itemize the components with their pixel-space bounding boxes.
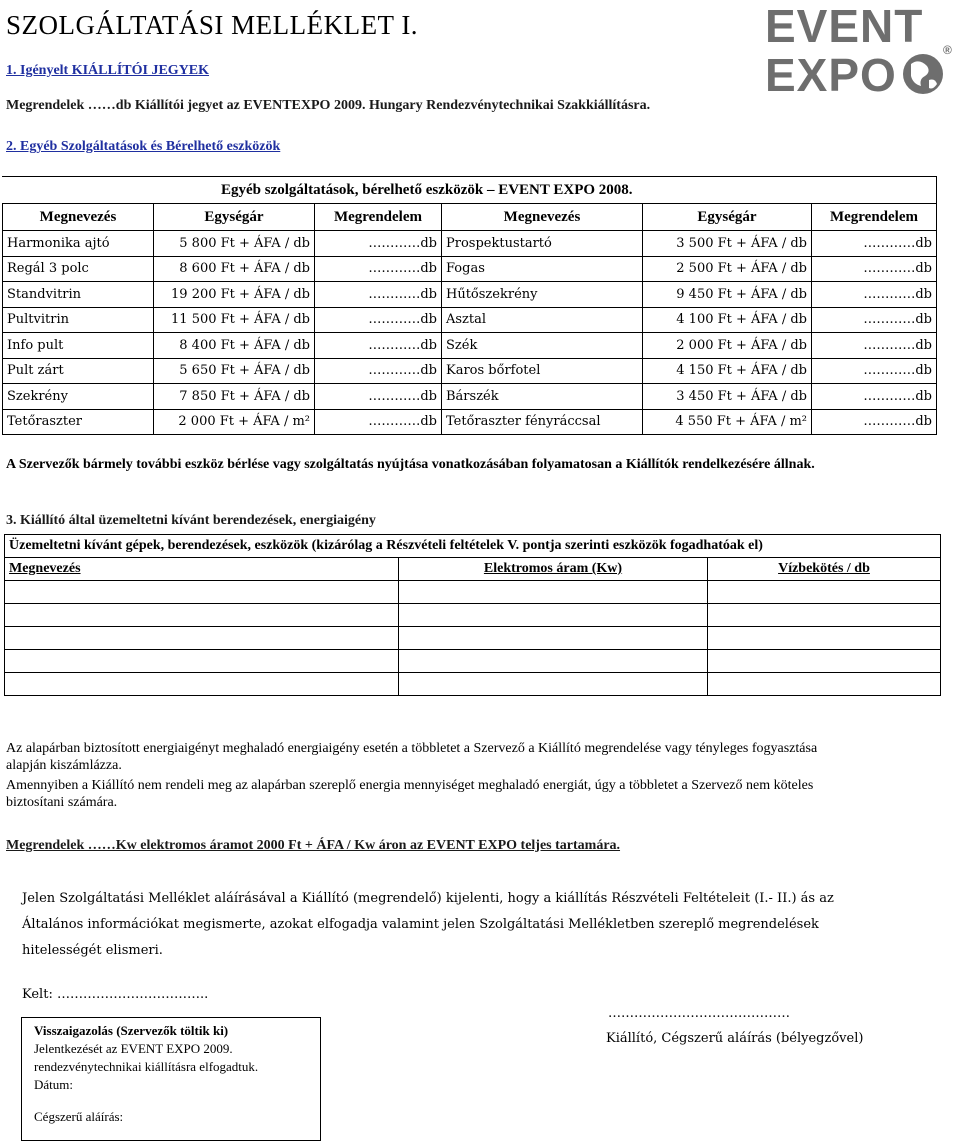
date-place-field[interactable]: Kelt: ……………………………..	[22, 987, 209, 1002]
col-header-power: Elektromos áram (Kw)	[399, 558, 708, 581]
item-price: 9 450 Ft + ÁFA / db	[643, 282, 812, 308]
confirmation-box	[21, 1017, 321, 1141]
item-price: 7 850 Ft + ÁFA / db	[154, 384, 315, 410]
col-header-order-1: Megrendelem	[315, 204, 442, 231]
item-order-field[interactable]: …………db	[812, 282, 937, 308]
item-order-field[interactable]: …………db	[812, 333, 937, 359]
table-row	[5, 581, 941, 604]
equipment-table	[4, 534, 941, 696]
confirmation-date-label: Dátum:	[34, 1077, 73, 1092]
organizer-note: A Szervezők bármely további eszköz bérlése vagy szolgáltatás nyújtása vonatkozásában folyamatosan a Kiállítók rendelkezésére állnak.	[6, 457, 815, 472]
item-price: 8 600 Ft + ÁFA / db	[154, 256, 315, 282]
table-row	[5, 673, 941, 696]
water-cell[interactable]	[708, 581, 941, 604]
item-name: Standvitrin	[3, 282, 154, 308]
item-price: 4 150 Ft + ÁFA / db	[643, 358, 812, 384]
item-price: 5 800 Ft + ÁFA / db	[154, 231, 315, 257]
item-name: Tetőraszter	[3, 409, 154, 435]
item-name: Prospektustartó	[442, 231, 643, 257]
power-cell[interactable]	[399, 604, 708, 627]
item-name: Pultvitrin	[3, 307, 154, 333]
energy-paragraph-1: Az alapárban biztosított energiaigényt meghaladó energiaigény esetén a többletet a Szervező a Kiállító megrendelése vagy tényleges fogyasztása alapján kiszámlázza.	[6, 741, 818, 773]
event-expo-logo	[765, 2, 957, 96]
col-header-device-name: Megnevezés	[5, 558, 399, 581]
col-header-water: Vízbekötés / db	[708, 558, 941, 581]
item-order-field[interactable]: …………db	[812, 358, 937, 384]
power-cell[interactable]	[399, 650, 708, 673]
item-price: 11 500 Ft + ÁFA / db	[154, 307, 315, 333]
item-name: Info pult	[3, 333, 154, 359]
item-order-field[interactable]: …………db	[315, 282, 442, 308]
item-price: 2 000 Ft + ÁFA / m²	[154, 409, 315, 435]
rental-table-title: Egyéb szolgáltatások, bérelhető eszközök – EVENT EXPO 2008.	[3, 177, 937, 204]
confirmation-sign-label: Cégszerű aláírás:	[34, 1109, 124, 1124]
item-name: Szekrény	[3, 384, 154, 410]
confirmation-line-2: rendezvénytechnikai kiállításra elfogadtuk.	[34, 1059, 259, 1074]
item-price: 8 400 Ft + ÁFA / db	[154, 333, 315, 359]
item-price: 2 500 Ft + ÁFA / db	[643, 256, 812, 282]
water-cell[interactable]	[708, 604, 941, 627]
item-order-field[interactable]: …………db	[812, 231, 937, 257]
item-order-field[interactable]: …………db	[315, 231, 442, 257]
item-name: Szék	[442, 333, 643, 359]
item-order-field[interactable]: …………db	[315, 409, 442, 435]
item-name: Harmonika ajtó	[3, 231, 154, 257]
item-order-field[interactable]: …………db	[812, 256, 937, 282]
item-order-field[interactable]: …………db	[315, 307, 442, 333]
confirmation-line-1: Jelentkezését az EVENT EXPO 2009.	[34, 1041, 233, 1056]
device-name-cell[interactable]	[5, 627, 399, 650]
item-name: Karos bőrfotel	[442, 358, 643, 384]
item-name: Hűtőszekrény	[442, 282, 643, 308]
item-price: 2 000 Ft + ÁFA / db	[643, 333, 812, 359]
table-row	[3, 231, 937, 257]
energy-order-line: Megrendelek ……Kw elektromos áramot 2000 Ft + ÁFA / Kw áron az EVENT EXPO teljes tartamára.	[6, 838, 621, 853]
item-order-field[interactable]: …………db	[315, 358, 442, 384]
table-row	[3, 409, 937, 435]
item-order-field[interactable]: …………db	[315, 333, 442, 359]
item-order-field[interactable]: …………db	[812, 307, 937, 333]
power-cell[interactable]	[399, 673, 708, 696]
item-order-field[interactable]: …………db	[812, 384, 937, 410]
item-order-field[interactable]: …………db	[315, 384, 442, 410]
item-price: 3 450 Ft + ÁFA / db	[643, 384, 812, 410]
item-name: Tetőraszter fényráccsal	[442, 409, 643, 435]
table-row	[5, 650, 941, 673]
equipment-table-title: Üzemeltetni kívánt gépek, berendezések, eszközök (kizárólag a Részvételi feltételek V. pontja szerinti eszközök fogadhatóak el)	[5, 535, 941, 558]
col-header-price-2: Egységár	[643, 204, 812, 231]
table-row	[3, 282, 937, 308]
device-name-cell[interactable]	[5, 673, 399, 696]
item-price: 4 550 Ft + ÁFA / m²	[643, 409, 812, 435]
signature-label: Kiállító, Cégszerű aláírás (bélyegzővel)	[606, 1031, 864, 1046]
page-title: SZOLGÁLTATÁSI MELLÉKLET I.	[6, 10, 419, 40]
item-price: 5 650 Ft + ÁFA / db	[154, 358, 315, 384]
table-row	[3, 333, 937, 359]
item-name: Regál 3 polc	[3, 256, 154, 282]
logo-word-expo: EXPO	[765, 49, 897, 96]
item-order-field[interactable]: …………db	[315, 256, 442, 282]
item-name: Fogas	[442, 256, 643, 282]
item-name: Pult zárt	[3, 358, 154, 384]
col-header-order-2: Megrendelem	[812, 204, 937, 231]
section2-heading: 2. Egyéb Szolgáltatások és Bérelhető eszközök	[6, 139, 281, 154]
col-header-name-1: Megnevezés	[3, 204, 154, 231]
water-cell[interactable]	[708, 627, 941, 650]
declaration-text: Jelen Szolgáltatási Melléklet aláírásával a Kiállító (megrendelő) kijelenti, hogy a kiállítás Részvételi Feltételeit (I.- II.) ás az Általános információkat megismerte, azokat elfogadja valamint jelen Szolgáltatási Mellékletben szereplő megrendelések hitelességét elismeri.	[22, 891, 834, 958]
signature-line: ……………………………………	[608, 1006, 790, 1021]
col-header-price-1: Egységár	[154, 204, 315, 231]
energy-paragraph-2: Amennyiben a Kiállító nem rendeli meg az alapárban szereplő energia mennyiséget meghaladó energiát, úgy a többletet a Szervező nem köteles biztosítani számára.	[6, 778, 814, 810]
device-name-cell[interactable]	[5, 604, 399, 627]
logo-word-event: EVENT	[765, 2, 924, 52]
table-row	[5, 604, 941, 627]
water-cell[interactable]	[708, 650, 941, 673]
col-header-name-2: Megnevezés	[442, 204, 643, 231]
logo-registered: ®	[943, 43, 952, 57]
power-cell[interactable]	[399, 581, 708, 604]
item-price: 3 500 Ft + ÁFA / db	[643, 231, 812, 257]
table-row	[3, 256, 937, 282]
section3-heading: 3. Kiállító által üzemeltetni kívánt berendezések, energiaigény	[6, 513, 376, 528]
item-order-field[interactable]: …………db	[812, 409, 937, 435]
table-row	[3, 358, 937, 384]
item-name: Bárszék	[442, 384, 643, 410]
device-name-cell[interactable]	[5, 581, 399, 604]
water-cell[interactable]	[708, 673, 941, 696]
item-name: Asztal	[442, 307, 643, 333]
ticket-order-line: Megrendelek ……db Kiállítói jegyet az EVENTEXPO 2009. Hungary Rendezvénytechnikai Szakkiállításra.	[6, 98, 651, 113]
power-cell[interactable]	[399, 627, 708, 650]
item-price: 4 100 Ft + ÁFA / db	[643, 307, 812, 333]
item-price: 19 200 Ft + ÁFA / db	[154, 282, 315, 308]
table-row	[3, 307, 937, 333]
device-name-cell[interactable]	[5, 650, 399, 673]
confirmation-title: Visszaigazolás (Szervezők töltik ki)	[34, 1023, 229, 1038]
section1-heading: 1. Igényelt KIÁLLÍTÓI JEGYEK	[6, 63, 210, 78]
table-row	[3, 384, 937, 410]
table-row	[5, 627, 941, 650]
rental-table	[2, 176, 937, 435]
